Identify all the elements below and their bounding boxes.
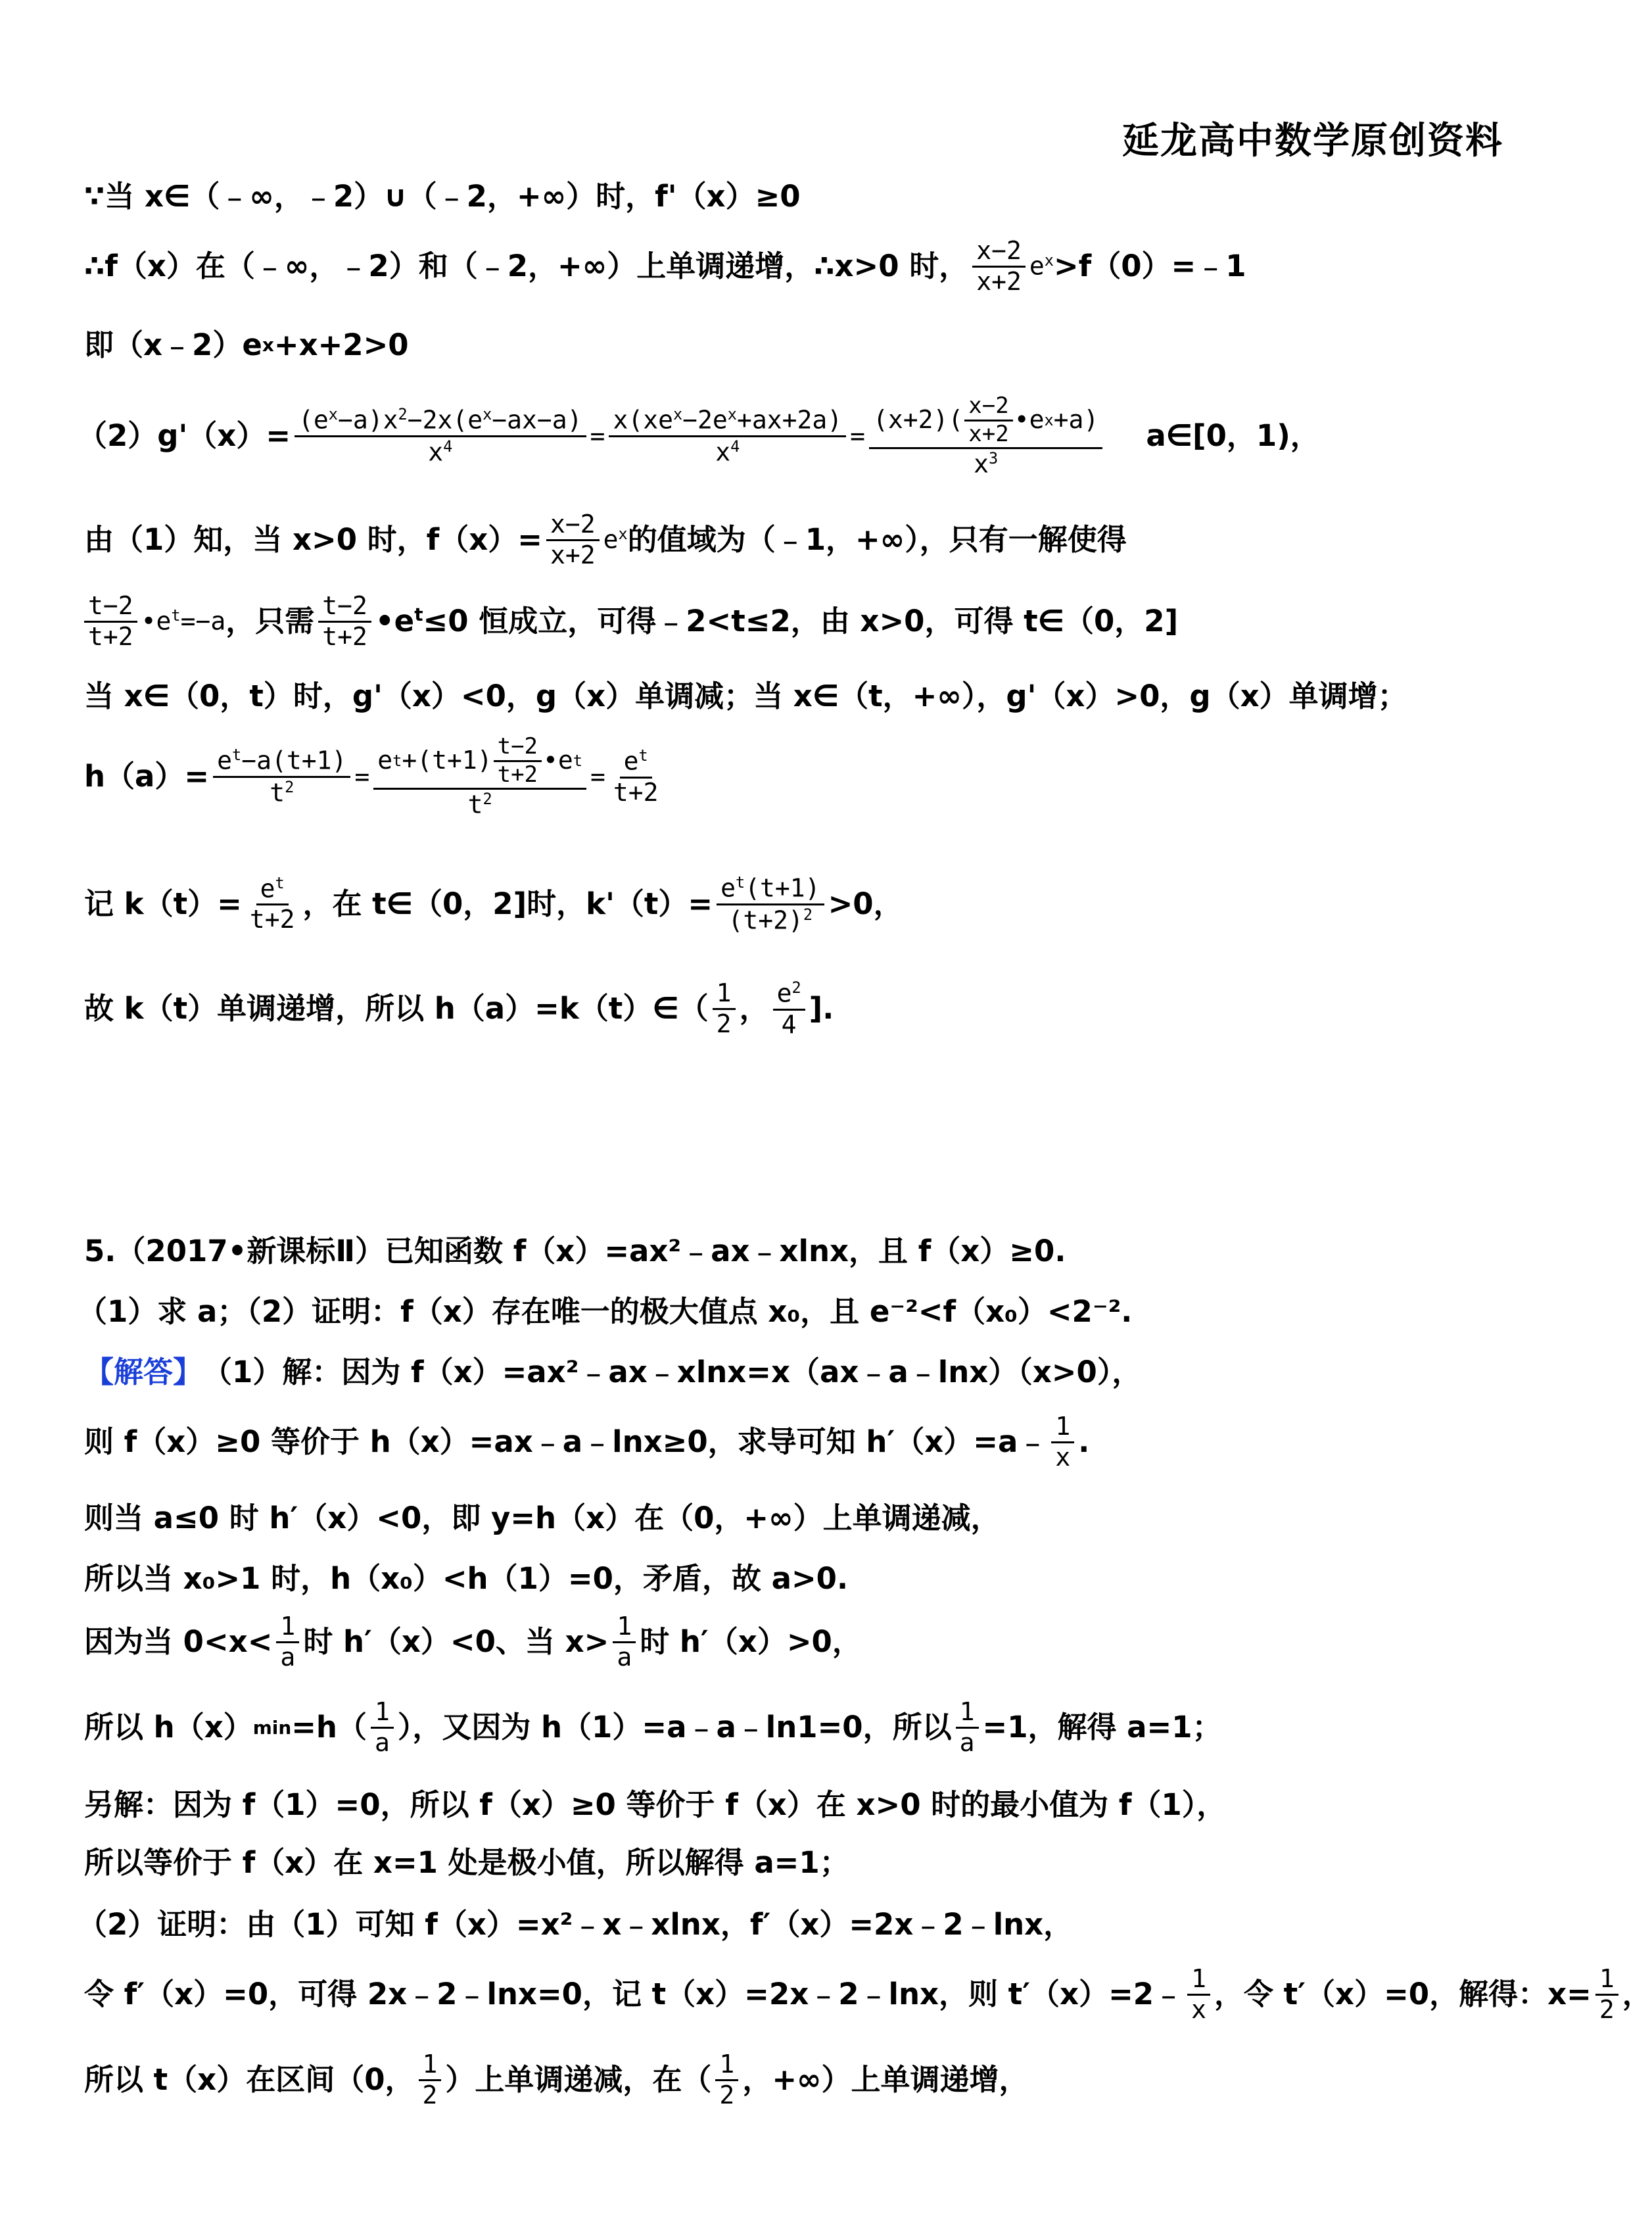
fraction: $\frac{1}{a}$ [371, 1699, 394, 1756]
problem-statement: 5.（2017•新课标Ⅱ）已知函数 f（x）=ax²﹣ax﹣xlnx，且 f（x）≥0. [84, 1234, 1066, 1268]
text: ]. [809, 991, 834, 1026]
text: 记 k（t）= [84, 886, 242, 922]
text: >0， [828, 886, 903, 922]
fraction: $\frac{e^t}{t+2}$ [249, 873, 295, 934]
fraction: $\frac{1}{a}$ [956, 1699, 979, 1756]
text-line [84, 1845, 849, 1881]
text-line [84, 1787, 1226, 1823]
text: h（a）= [84, 759, 210, 794]
fraction: $\frac{1}{x}$ [1051, 1414, 1074, 1471]
fraction: $\frac{x-2}{x+2}$ [546, 512, 600, 569]
text-line [84, 1966, 1652, 2023]
fraction: $\frac{1}{2}$ [1595, 1966, 1618, 2023]
text: 当 x∈（0，t）时，g'（x）<0，g（x）单调减；当 x∈（t，+∞），g'（x）>0，g（x）单调增； [84, 679, 1407, 713]
text: ），又因为 h（1）=a﹣a﹣ln1=0，所以 [397, 1710, 952, 1745]
text-line: 故 k（t）单调递增，所以 h（a）=k（t）∈（ $\frac{1}{2}$ ， $\frac{e^2}{4}$ ]. [84, 978, 834, 1039]
fraction: $\frac{t-2}{t+2}$ [318, 593, 371, 650]
text: ， [1622, 1977, 1652, 2012]
text-line [84, 1614, 862, 1671]
text: a∈[0，1)， [1146, 418, 1320, 454]
text-line [84, 1234, 1066, 1269]
answer-tag: 【解答】 [84, 1355, 203, 1389]
text: 另解：因为 f（1）=0，所以 f（x）≥0 等价于 f（x）在 x>0 时的最小值为 f（1）， [84, 1787, 1227, 1822]
fraction: $\frac{e^2}{4}$ [773, 980, 805, 1038]
fraction: $\frac{t-2}{t+2}$ [84, 593, 137, 650]
text: （1）解：因为 f（x）=ax²﹣ax﹣xlnx=x（ax﹣a﹣lnx）（x>0）， [202, 1355, 1142, 1389]
text: ≤0 恒成立，可得﹣2<t≤2，由 x>0，可得 t∈（0，2] [423, 604, 1179, 639]
text-line [84, 2052, 1029, 2109]
fraction: $\frac{1}{2}$ [715, 2052, 738, 2109]
text-line [84, 875, 903, 934]
fraction: $\frac{e^t(t+1)}{(t+2)^2}$ [717, 875, 824, 934]
text-line: $\frac{t-2}{t+2}$ $•e^t=-a$ ，只需 $\frac{t-2}{t+2}$ $•e^t$ ≤0 恒成立，可得﹣2<t≤2，由 x>0，可得 t∈（0，2] [84, 593, 1178, 650]
text-line: 所以 h（x） min =h（ $\frac{1}{a}$ ），又因为 h（1）=a﹣a﹣ln1=0，所以 $\frac{1}{a}$ =1，解得 a=1； [84, 1697, 1222, 1757]
text: 所以 h（x） [84, 1710, 253, 1745]
text: （2）g'（x）= [78, 418, 291, 454]
text: ）上单调递减，在（ [445, 2062, 712, 2098]
text: =h（ [291, 1710, 367, 1745]
text: 则当 a≤0 时 h′（x）<0，即 y=h（x）在（0，+∞）上单调递减， [84, 1501, 1001, 1535]
text-line: ∴f（x）在（﹣∞，﹣2）和（﹣2，+∞）上单调递增，∴x>0 时， $\frac{x-2}{x+2}$ $e^x$ >f（0）=﹣1 [84, 236, 1246, 296]
text-line: （2）g'（x）= $\frac{(e^x-a)x^2-2x(e^x-ax-a)}{x^4}$ = $\frac{x(xe^x-2e^x+ax+2a)}{x^4}$ = (x+2)( $\frac{x-2}{x+2}$ •e x +a) $x^3$ a∈[0，1)， [78, 393, 1320, 479]
text-line: 由（1）知，当 x>0 时，f（x）= $\frac{x-2}{x+2}$ $e^x$ 的值域为（﹣1，+∞），只有一解使得 [84, 510, 1127, 569]
text-line [84, 1561, 848, 1597]
text: 所以当 x₀>1 时，h（x₀）<h（1）=0，矛盾，故 a>0. [84, 1561, 849, 1596]
text: 因为当 0<x< [84, 1624, 273, 1660]
fraction: $\frac{1}{a}$ [613, 1614, 636, 1671]
text-line [84, 1501, 1001, 1536]
text-line [78, 1907, 1073, 1942]
text: 由（1）知，当 x>0 时，f（x）= [84, 522, 542, 558]
text: =1，解得 a=1； [982, 1710, 1222, 1745]
fraction: $\frac{1}{a}$ [276, 1614, 299, 1671]
text: 时 h′（x）<0、当 x> [303, 1624, 609, 1660]
text: ，+∞）上单调递增， [742, 2062, 1029, 2098]
text: >f（0）=﹣1 [1053, 249, 1246, 284]
text-line [84, 1355, 1141, 1390]
text: 故 k（t）单调递增，所以 h（a）=k（t）∈（ [84, 991, 709, 1026]
text: 令 f′（x）=0，可得 2x﹣2﹣lnx=0，记 t（x）=2x﹣2﹣lnx，则 t′（x）=2﹣ [84, 1977, 1184, 2012]
fraction: $\frac{x(xe^x-2e^x+ax+2a)}{x^4}$ [609, 406, 846, 466]
text: （2）证明：由（1）可知 f（x）=x²﹣x﹣xlnx，f′（x）=2x﹣2﹣lnx， [78, 1907, 1074, 1942]
fraction: $\frac{1}{x}$ [1187, 1966, 1210, 2023]
fraction: e t +(t+1) $\frac{t-2}{t+2}$ •e t $t^2$ [373, 735, 586, 819]
text: . [1078, 1424, 1090, 1460]
text: +x+2>0 [273, 327, 409, 362]
fraction: $\frac{1}{2}$ [713, 980, 736, 1038]
text: 时 h′（x）>0， [640, 1624, 862, 1660]
fraction: (x+2)( $\frac{x-2}{x+2}$ •e x +a) $x^3$ [869, 395, 1102, 478]
text-line [84, 179, 801, 214]
text-line [84, 1414, 1089, 1471]
text: 所以等价于 f（x）在 x=1 处是极小值，所以解得 a=1； [84, 1845, 849, 1880]
text-line: h（a）= $\frac{e^t-a(t+1)}{t^2}$ = e t +(t+1) $\frac{t-2}{t+2}$ •e t $t^2$ = $\frac{e^t}{t+2}$ [84, 735, 667, 819]
text: ∵当 x∈（﹣∞，﹣2）∪（﹣2，+∞）时，f'（x）≥0 [84, 179, 801, 214]
fraction: $\frac{x-2}{x+2}$ [972, 238, 1026, 295]
text: ，在 t∈（0，2]时，k'（t）= [302, 886, 713, 922]
text: （1）求 a；（2）证明：f（x）存在唯一的极大值点 x₀，且 e⁻²<f（x₀）<2⁻². [78, 1294, 1133, 1329]
fraction: $\frac{(e^x-a)x^2-2x(e^x-ax-a)}{x^4}$ [295, 406, 586, 466]
text: 即（x﹣2）e [84, 327, 262, 362]
fraction: $\frac{e^t}{t+2}$ [613, 746, 659, 807]
text-line [84, 679, 1407, 714]
text-line: 即（x﹣2）e x +x+2>0 [84, 327, 409, 362]
fraction: $\frac{1}{2}$ [419, 2052, 442, 2109]
text: ，只需 [225, 604, 315, 639]
page-header: 延龙高中数学原创资料 [1122, 120, 1503, 162]
fraction: $\frac{e^t-a(t+1)}{t^2}$ [213, 747, 350, 806]
text: ，令 t′（x）=0，解得：x= [1214, 1977, 1592, 2012]
text: ∴f（x）在（﹣∞，﹣2）和（﹣2，+∞）上单调递增，∴x>0 时， [84, 249, 969, 284]
text: 所以 t（x）在区间（0， [84, 2062, 415, 2098]
text: 则 f（x）≥0 等价于 h（x）=ax﹣a﹣lnx≥0，求导可知 h′（x）=a﹣ [84, 1424, 1048, 1460]
text-line [78, 1294, 1132, 1330]
text: 的值域为（﹣1，+∞），只有一解使得 [627, 522, 1127, 558]
